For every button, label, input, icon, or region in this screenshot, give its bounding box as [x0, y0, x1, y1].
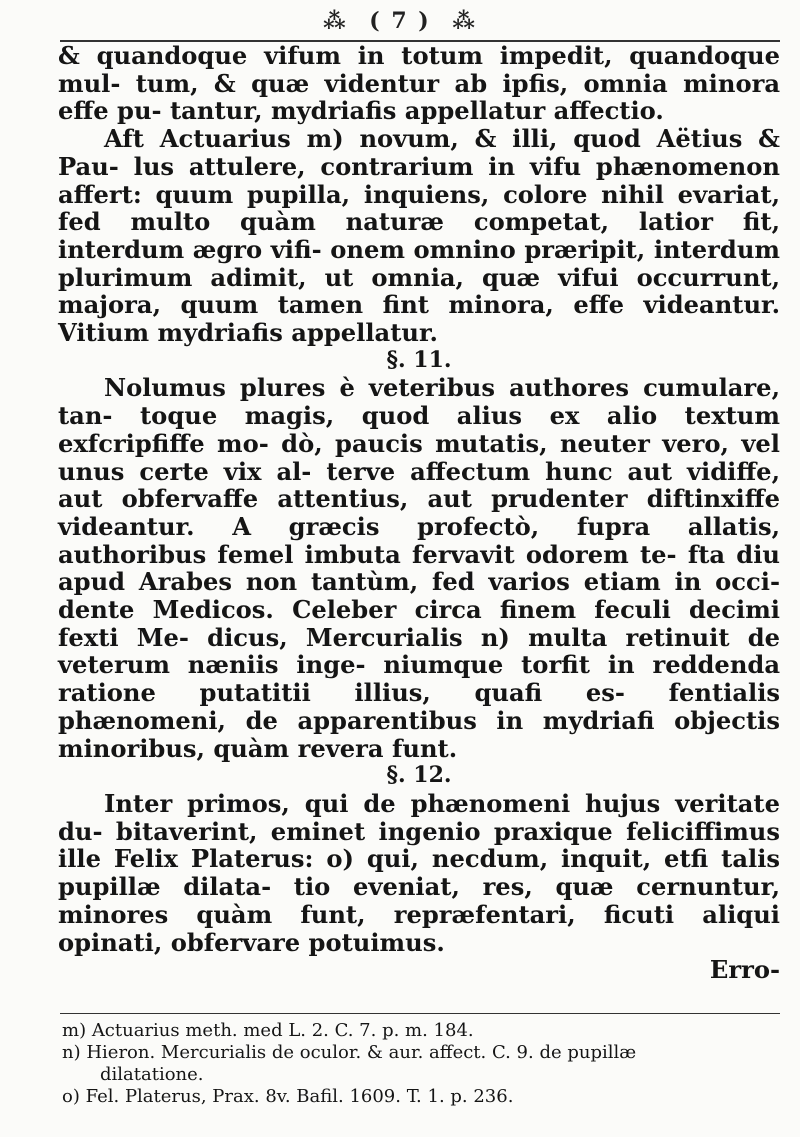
section-12-heading: §. 12. [386, 762, 452, 789]
footnote-m: m) Actuarius meth. med L. 2. C. 7. p. m. 184. [62, 1020, 474, 1041]
paragraph-section-11: Nolumus plures è veteribus authores cumulare, tan- toque magis, quod alius ex alio textum exfcripfiffe mo- dò, paucis mutatis, neuter vero, vel unus certe vix al- terve affectum hunc aut vidiffe, aut obfervaffe attentius, aut prudenter diftinxiffe videantur. A græcis profectò, fupra allatis, authoribus femel imbuta fervavit odorem te- fta diu apud Arabes non tantùm, fed varios etiam in occi- dente Medicos. Celeber circa finem feculi decimi fexti Me- dicus, Mercurialis n) multa retinuit de veterum næniis inge- niumque torfit in reddenda ratione putatitii illius, quafi es- fentialis phænomeni, de apparentibus in mydriafi objectis minoribus, quàm revera funt. [58, 373, 780, 763]
section-11-heading: §. 11. [386, 346, 452, 373]
paragraph-section-12: Inter primos, qui de phænomeni hujus veritate du- bitaverint, eminet ingenio praxique feliciffimus ille Felix Platerus: o) qui, necdum, inquit, etfi talis pupillæ dilata- tio eveniat, res, quæ cernuntur, minores quàm funt, repræfentari, ficuti aliqui opinati, obfervare potuimus. [58, 788, 780, 957]
catchword: Erro- [709, 955, 780, 985]
ornament-left-icon: ⁂ [323, 8, 348, 34]
paragraph-actuarius: Aft Actuarius m) novum, & illi, quod Aëtius & Pau- lus attulere, contrarium in vifu phænomenon affert: quum pupilla, inquiens, colore nihil evariat, fed multo quàm naturæ competat, latior fit, interdum ægro vifi- onem omnino præripit, interdum plurimum adimit, ut omnia, quæ vifui occurrunt, majora, quum tamen fint minora, effe videantur. Vitium mydriafis appellatur. [58, 124, 780, 348]
body-text [58, 42, 780, 984]
page-header [0, 8, 800, 34]
footnotes [62, 1020, 778, 1108]
footnote-n: n) Hieron. Mercurialis de oculor. & aur. affect. C. 9. de pupillæ [62, 1042, 637, 1063]
ornament-right-icon: ⁂ [452, 8, 477, 34]
footnote-n-continuation: dilatatione. [100, 1064, 204, 1085]
page-number: ( 7 ) [369, 8, 431, 34]
footnote-o: o) Fel. Platerus, Prax. 8v. Bafil. 1609. T. 1. p. 236. [62, 1086, 514, 1107]
paragraph-continuation: & quandoque vifum in totum impedit, quandoque mul- tum, & quæ videntur ab ipfis, omnia minora effe pu- tantur, mydriafis appellatur affectio. [58, 41, 780, 126]
footnote-rule [60, 1013, 780, 1014]
